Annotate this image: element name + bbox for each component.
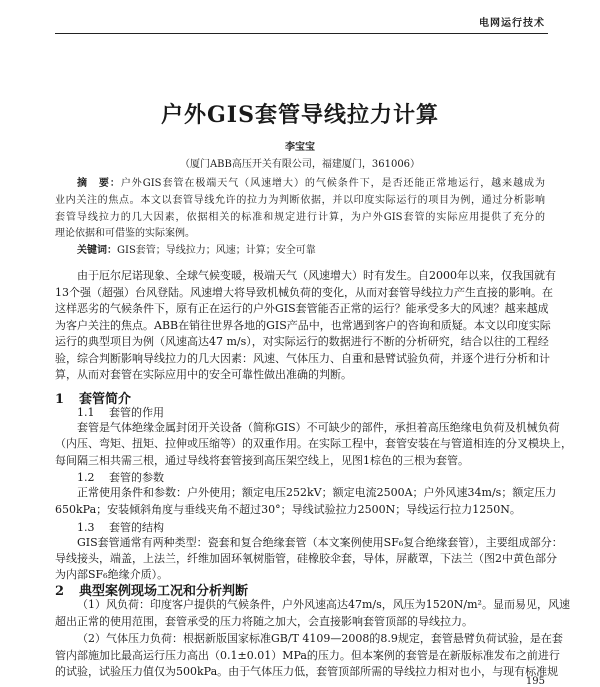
intro-line: 由于厄尔尼诺现象、全球气候变暖，极端天气（风速增大）时有发生。自2000年以来，仅我国就有 [77, 269, 556, 282]
abstract-line: 理论依据和可借鉴的实际案例。 [55, 228, 195, 239]
paper-title: 户外GIS套管导线拉力计算 [161, 102, 439, 128]
intro-line: 13个强（超强）台风登陆。风速增大将导致机械负荷的变化，从而对套管导线拉力产生直接的影响。在 [55, 286, 553, 299]
body-line: 的试验，试验压力值仅为500kPa。由于气体压力低，套管顶部所需的导线拉力相对也小，与现有标准规 [55, 665, 559, 678]
abstract-line: 套管导线拉力的几大因素，依据相关的标准和规定进行计算，为户外GIS套管的实际应用提供了充分的 [55, 212, 545, 223]
body-line: 每间隔三相共需三根，通过导线将套管接到高压架空线上，见图1棕色的三根为套管。 [55, 454, 469, 467]
keywords: 关键词：GIS套管；导线拉力；风速；计算；安全可靠 [77, 245, 316, 256]
header-rule [55, 33, 548, 34]
abstract-label: 摘 要： [77, 178, 121, 189]
section-heading: 2 典型案例现场工况和分析判断 [55, 584, 249, 599]
body-line: 为内部SF₆绝缘介质）。 [55, 568, 169, 581]
intro-line: 算，从而对套管在实际应用中的安全可靠性做出准确的判断。 [55, 368, 352, 381]
intro-line: 验，综合判断影响导线拉力的几大因素：风速、气体压力、自重和悬臂试验负荷，并逐个进行分析和计 [55, 352, 550, 365]
page-number: 195 [525, 676, 545, 687]
body-line: （2）气体压力负荷：根据新版国家标准GB/T 4109—2008的8.9规定，套管悬臂负荷试验，是在套 [77, 632, 563, 645]
body-line: （1）风负荷：印度客户提供的气候条件，户外风速高达47m/s，风压为1520N/m²。显而易见，风速 [77, 598, 570, 611]
section-heading: 1 套管简介 [55, 392, 132, 407]
body-line: GIS套管通常有两种类型：瓷套和复合绝缘套管（本文案例使用SF₆复合绝缘套管），主要组成部分： [77, 536, 563, 549]
body-line: 套管是气体绝缘金属封闭开关设备（简称GIS）不可缺少的部件，承担着高压绝缘电负荷及机械负荷 [77, 421, 560, 434]
affiliation: （厦门ABB高压开关有限公司，福建厦门，361006） [179, 159, 421, 170]
body-line: 导线接头，端盖，上法兰，纤维加固环氧树脂管，硅橡胶伞套，导体，屏蔽罩，下法兰（图2中黄色部分 [55, 552, 557, 565]
subsection-heading: 1.2 套管的参数 [77, 471, 164, 484]
abstract-line: 摘 要：户外GIS套管在极端天气（风速增大）的气候条件下，是否还能正常地运行，越来越成为 [77, 178, 545, 189]
running-header: 电网运行技术 [479, 18, 545, 29]
intro-line: 为客户关注的焦点。ABB在销往世界各地的GIS产品中，也常遇到客户的咨询和质疑。本文以印度实际 [55, 319, 551, 332]
body-line: 管内部施加比最高运行压力高出（0.1±0.01）MPa的压力。但本案例的套管是在新版标准发布之前进行 [55, 649, 560, 662]
intro-line: 运行的典型项目为例（风速高达47 m/s），对实际运行的数据进行不断的分析研究，结合以往的工程经 [55, 335, 549, 348]
intro-line: 这样恶劣的气候条件下，原有正在运行的户外GIS套管能否正常的运行？能承受多大的风速？越来越成 [55, 302, 549, 315]
body-line: 正常使用条件和参数：户外使用；额定电压252kV；额定电流2500A；户外风速34m/s；额定压力 [77, 486, 557, 499]
author: 李宝宝 [285, 142, 315, 153]
body-line: （内压、弯矩、扭矩、拉伸或压缩等）的双重作用。在实际工程中，套管安装在与管道相连的分叉模块上， [55, 437, 572, 450]
body-line: 超出正常的使用范围，套管承受的压力将随之加大，会直接影响套管顶部的导线拉力。 [55, 615, 473, 628]
subsection-heading: 1.3 套管的结构 [77, 521, 164, 534]
subsection-heading: 1.1 套管的作用 [77, 406, 164, 419]
abstract-line: 业内关注的焦点。本文以套管导线允许的拉力为判断依据，并以印度实际运行的项目为例，通过分析影响 [55, 195, 545, 206]
body-line: 650kPa；安装倾斜角度与垂线夹角不超过30°；导线试验拉力2500N；导线运行拉力1250N。 [55, 503, 521, 516]
